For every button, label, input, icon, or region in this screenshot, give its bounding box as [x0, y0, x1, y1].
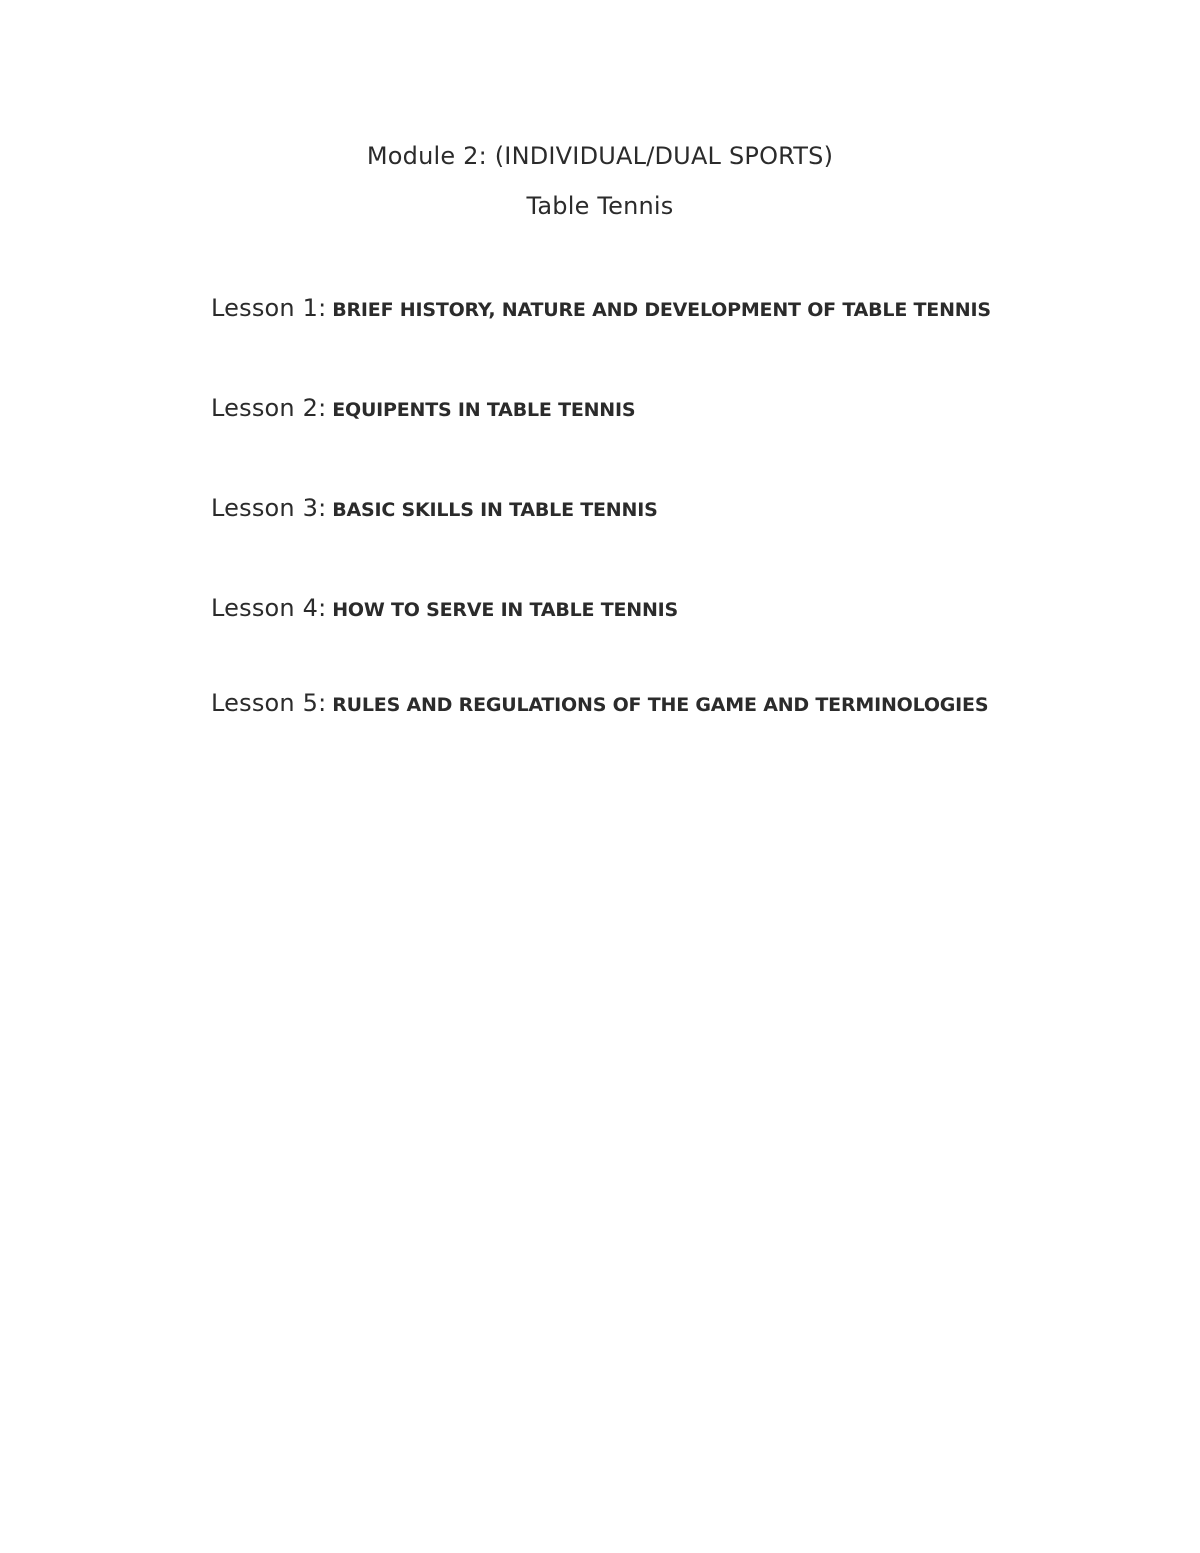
lesson-label: Lesson 2 [211, 394, 319, 422]
lesson-topic: RULES AND REGULATIONS OF THE GAME AND TERMINOLOGIES [332, 694, 989, 716]
lesson-1 [211, 292, 991, 327]
lesson-2 [211, 392, 635, 427]
lesson-label: Lesson 1 [211, 294, 319, 322]
lesson-colon: : [318, 594, 327, 622]
module-title: Module 2: (INDIVIDUAL/DUAL SPORTS) [366, 142, 834, 170]
lesson-topic: BASIC SKILLS IN TABLE TENNIS [332, 499, 658, 521]
lesson-colon: : [318, 494, 327, 522]
lesson-3 [211, 492, 658, 527]
lesson-topic: HOW TO SERVE IN TABLE TENNIS [332, 599, 679, 621]
lesson-colon: : [318, 394, 327, 422]
lesson-topic: EQUIPENTS IN TABLE TENNIS [332, 399, 636, 421]
lesson-5 [211, 687, 988, 722]
lesson-topic: BRIEF HISTORY, NATURE AND DEVELOPMENT OF TABLE TENNIS [332, 299, 991, 321]
lesson-colon: : [318, 294, 327, 322]
lesson-4 [211, 592, 678, 627]
lesson-label: Lesson 4 [211, 594, 319, 622]
lesson-colon: : [318, 689, 327, 717]
lesson-label: Lesson 3 [211, 494, 319, 522]
subject-title: Table Tennis [526, 192, 674, 220]
lesson-label: Lesson 5 [211, 689, 319, 717]
